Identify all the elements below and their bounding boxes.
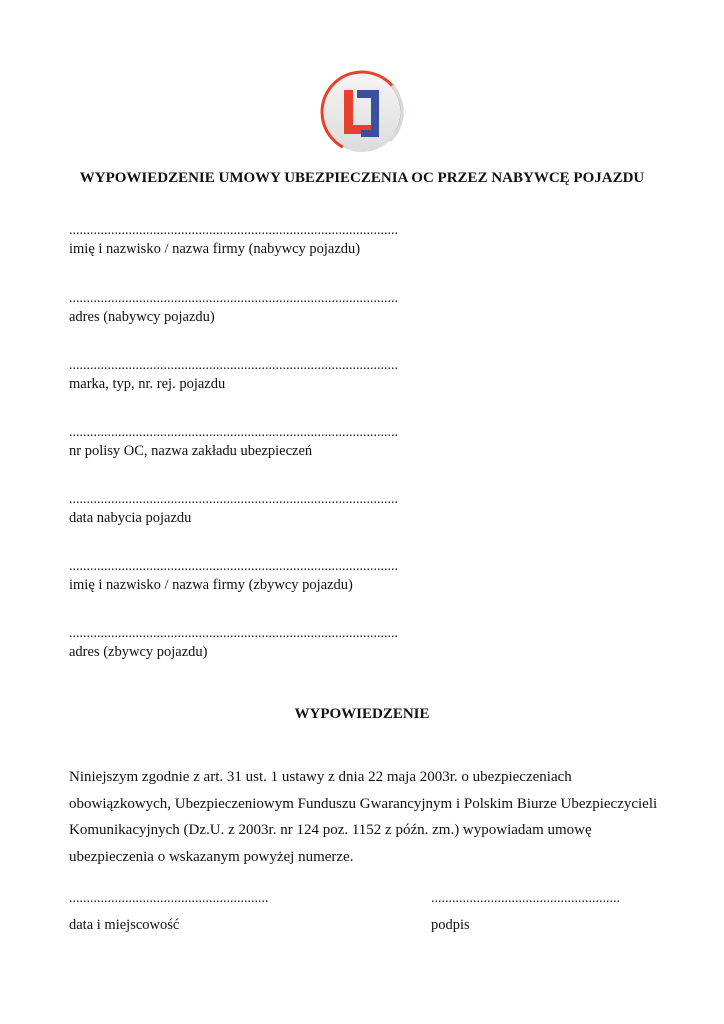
field-label: imię i nazwisko / nazwa firmy (zbywcy pojazdu): [69, 577, 353, 593]
field-vehicle: [69, 359, 429, 393]
field-buyer-name: [69, 224, 429, 258]
field-label: marka, typ, nr. rej. pojazdu: [69, 376, 226, 392]
fill-in-line[interactable]: ..............................................................................................: [69, 359, 398, 373]
field-label: adres (nabywcy pojazdu): [69, 309, 215, 325]
lj-logo: [317, 67, 407, 157]
fill-in-line[interactable]: ......................................................: [431, 892, 620, 906]
fill-in-line[interactable]: ..............................................................................................: [69, 224, 398, 238]
signature-label: data i miejscowość: [69, 917, 180, 933]
field-purchase-date: [69, 493, 429, 527]
field-policy: [69, 426, 429, 460]
body-paragraph: [69, 764, 659, 870]
field-label: data nabycia pojazdu: [69, 510, 192, 526]
field-seller-name: [69, 560, 429, 594]
fill-in-line[interactable]: ..............................................................................................: [69, 292, 398, 306]
body-line: obowiązkowych, Ubezpieczeniowym Funduszu Gwarancyjnym i Polskim Biurze Ubezpieczycieli: [69, 795, 658, 812]
body-line: Niniejszym zgodnie z art. 31 ust. 1 ustawy z dnia 22 maja 2003r. o ubezpieczeniach: [69, 769, 572, 785]
fill-in-line[interactable]: ..............................................................................................: [69, 493, 398, 507]
field-label: adres (zbywcy pojazdu): [69, 644, 208, 660]
fill-in-line[interactable]: .........................................................: [69, 892, 269, 906]
section-title: WYPOWIEDZENIE: [294, 706, 430, 722]
field-buyer-address: [69, 292, 429, 326]
field-label: nr polisy OC, nazwa zakładu ubezpieczeń: [69, 443, 313, 459]
fill-in-line[interactable]: ..............................................................................................: [69, 426, 398, 440]
lj-logo-icon: [317, 67, 407, 157]
body-line: Komunikacyjnych (Dz.U. z 2003r. nr 124 poz. 1152 z późn. zm.) wypowiadam umowę: [69, 822, 592, 838]
field-label: imię i nazwisko / nazwa firmy (nabywcy pojazdu): [69, 241, 361, 257]
fill-in-line[interactable]: ..............................................................................................: [69, 627, 398, 641]
signature-sign: [431, 892, 671, 934]
signature-date-place: [69, 892, 329, 934]
signature-label: podpis: [431, 917, 470, 933]
field-seller-address: [69, 627, 429, 661]
fill-in-line[interactable]: ..............................................................................................: [69, 560, 398, 574]
document-title: WYPOWIEDZENIE UMOWY UBEZPIECZENIA OC PRZEZ NABYWCĘ POJAZDU: [79, 170, 645, 186]
body-line: ubezpieczenia o wskazanym powyżej numerze.: [69, 848, 354, 865]
